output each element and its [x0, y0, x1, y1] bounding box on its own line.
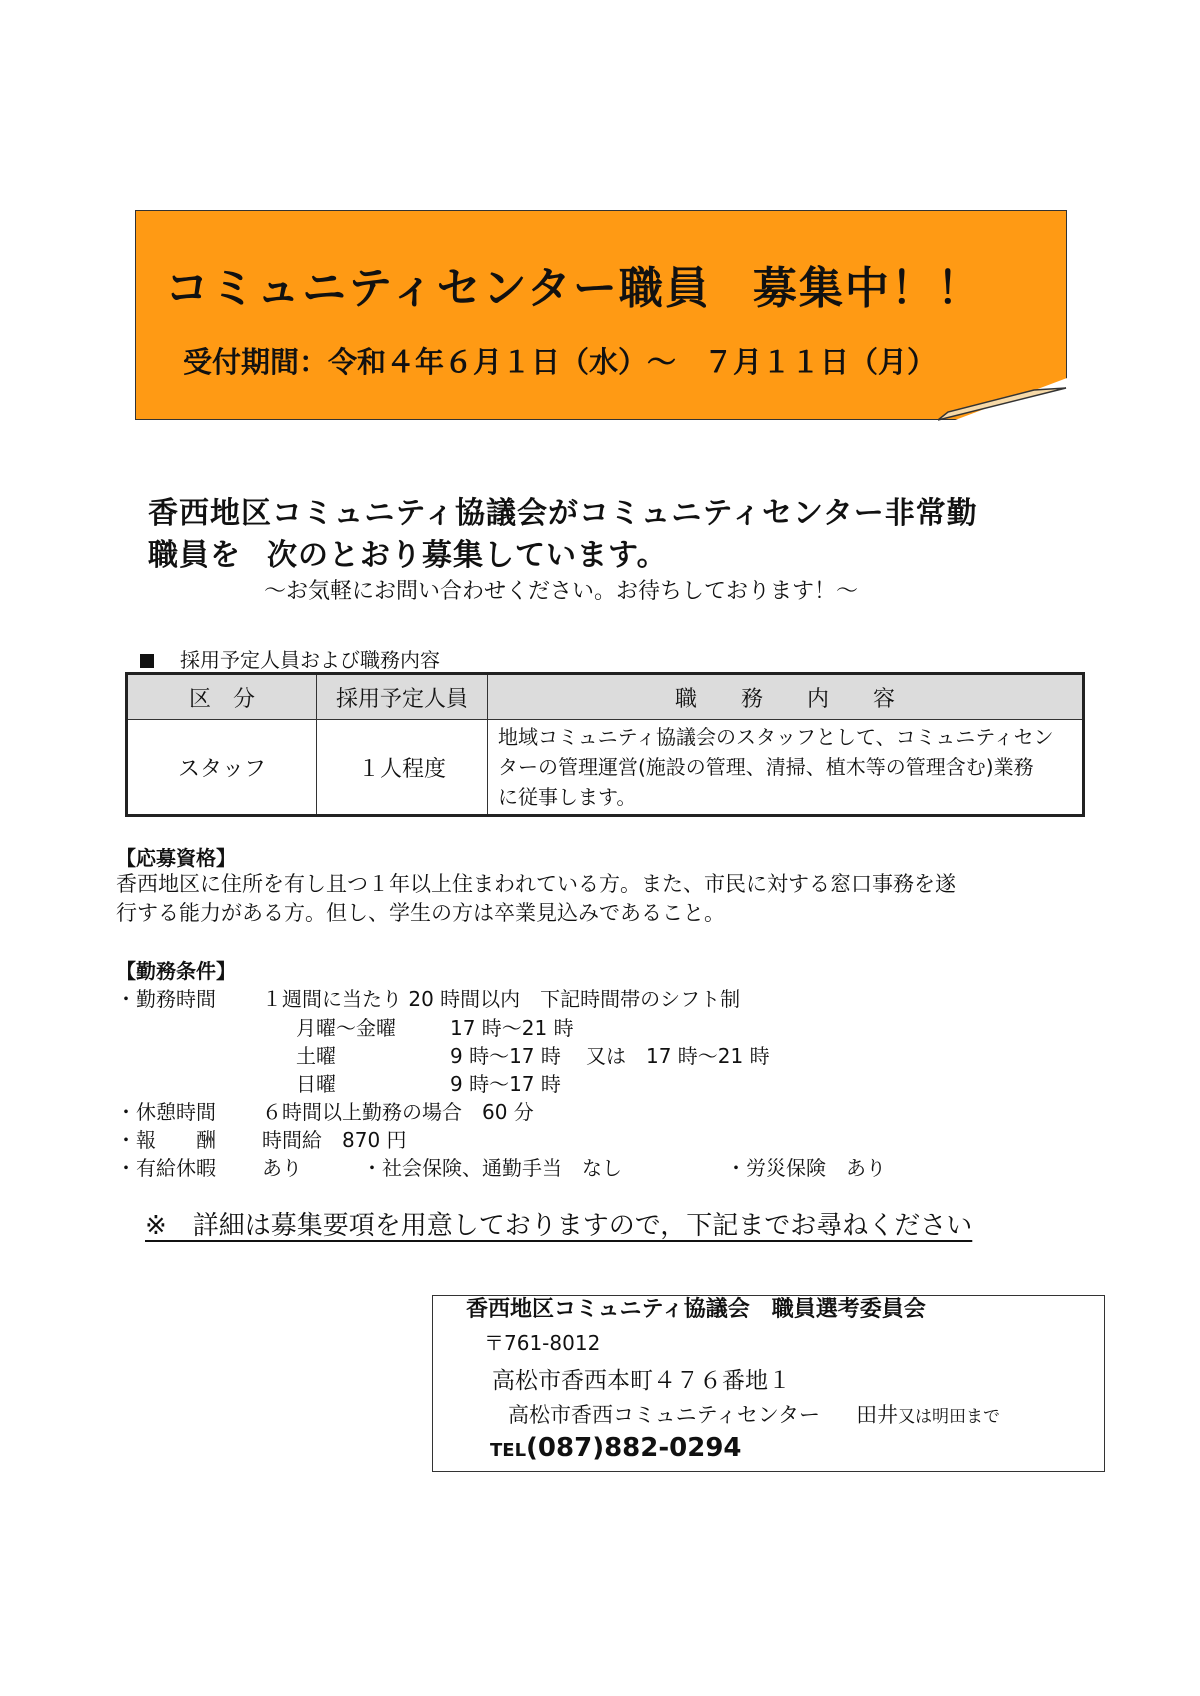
contact-phone	[490, 1433, 742, 1463]
leave-label: ・有給休暇	[116, 1156, 216, 1180]
banner-title-main: コミュニティセンター職員	[165, 263, 711, 314]
pay-label: ・報 酬	[116, 1128, 216, 1152]
schedule-time: 9 時～17 時	[450, 1072, 561, 1096]
period-end: ７月１１日（月）	[704, 345, 937, 379]
banner-title	[165, 252, 983, 316]
contact-center	[508, 1399, 1000, 1429]
cell-count: １人程度	[317, 720, 488, 816]
application-period	[183, 340, 936, 381]
cell-category: スタッフ	[127, 720, 317, 816]
table-row	[127, 720, 1084, 816]
hours-label: ・勤務時間	[116, 987, 216, 1011]
header-duties: 職 務 内 容	[488, 674, 1084, 720]
insurance-note: ・社会保険、通勤手当 なし	[362, 1156, 622, 1180]
contact-person: 田井	[856, 1403, 899, 1427]
center-name: 高松市香西コミュニティセンター	[508, 1403, 821, 1427]
cell-duties	[488, 720, 1084, 816]
workers-comp-note: ・労災保険 あり	[726, 1156, 886, 1180]
qualifications-line-1: 香西地区に住所を有し且つ１年以上住まわれている方。また、市民に対する窓口事務を遂	[116, 872, 956, 896]
intro-subtitle: ～お気軽にお問い合わせください。お待ちしております！～	[264, 579, 859, 604]
pay-value: 時間給 870 円	[262, 1128, 407, 1152]
qualifications-line-2: 行する能力がある方。但し、学生の方は卒業見込みであること。	[116, 901, 725, 925]
schedule-alt-time: 又は 17 時～21 時	[586, 1044, 770, 1068]
contact-person-note: 又は明田まで	[898, 1407, 1001, 1427]
break-value: ６時間以上勤務の場合 60 分	[262, 1100, 534, 1124]
hours-value: １週間に当たり 20 時間以内 下記時間帯のシフト制	[262, 987, 741, 1011]
intro-line-2b: 次のとおり募集しています。	[267, 538, 668, 573]
table-header-row	[127, 674, 1084, 720]
contact-address: 高松市香西本町４７６番地１	[492, 1368, 791, 1394]
page-curl-decoration	[938, 386, 1070, 422]
banner-title-tail: 募集中！！	[752, 263, 983, 314]
schedule-day: 土曜	[296, 1044, 336, 1068]
square-bullet-icon	[140, 654, 154, 668]
duty-line: に従事します。	[498, 785, 637, 809]
conditions-heading: 【勤務条件】	[116, 959, 236, 983]
qualifications-heading: 【応募資格】	[116, 846, 236, 870]
period-start: 受付期間：令和４年６月１日（水）～	[183, 345, 677, 379]
intro-line-2a: 職員を	[148, 538, 241, 573]
schedule-day: 日曜	[296, 1072, 336, 1096]
contact-organization: 香西地区コミュニティ協議会 職員選考委員会	[466, 1297, 926, 1322]
duty-line: ターの管理運営(施設の管理、清掃、植木等の管理含む)業務	[498, 755, 1034, 779]
contact-postal-code: 〒761-8012	[484, 1331, 601, 1355]
schedule-time: 17 時～21 時	[450, 1016, 574, 1040]
tel-number: (087)882-0294	[526, 1433, 742, 1463]
positions-section-label: 採用予定人員および職務内容	[180, 648, 440, 672]
leave-value: あり	[262, 1156, 302, 1180]
schedule-day: 月曜～金曜	[296, 1016, 396, 1040]
intro-line-2	[148, 530, 668, 574]
break-label: ・休憩時間	[116, 1100, 216, 1124]
intro-line-1: 香西地区コミュニティ協議会がコミュニティセンター非常勤	[148, 496, 978, 531]
positions-table	[125, 672, 1085, 817]
header-category: 区 分	[127, 674, 317, 720]
tel-prefix: TEL	[490, 1440, 527, 1461]
details-notice: ※ 詳細は募集要項を用意しておりますので，下記までお尋ねください	[145, 1211, 973, 1241]
duty-line: 地域コミュニティ協議会のスタッフとして、コミュニティセン	[498, 725, 1054, 749]
positions-section-title	[140, 644, 440, 673]
header-count: 採用予定人員	[317, 674, 488, 720]
schedule-time: 9 時～17 時	[450, 1044, 561, 1068]
